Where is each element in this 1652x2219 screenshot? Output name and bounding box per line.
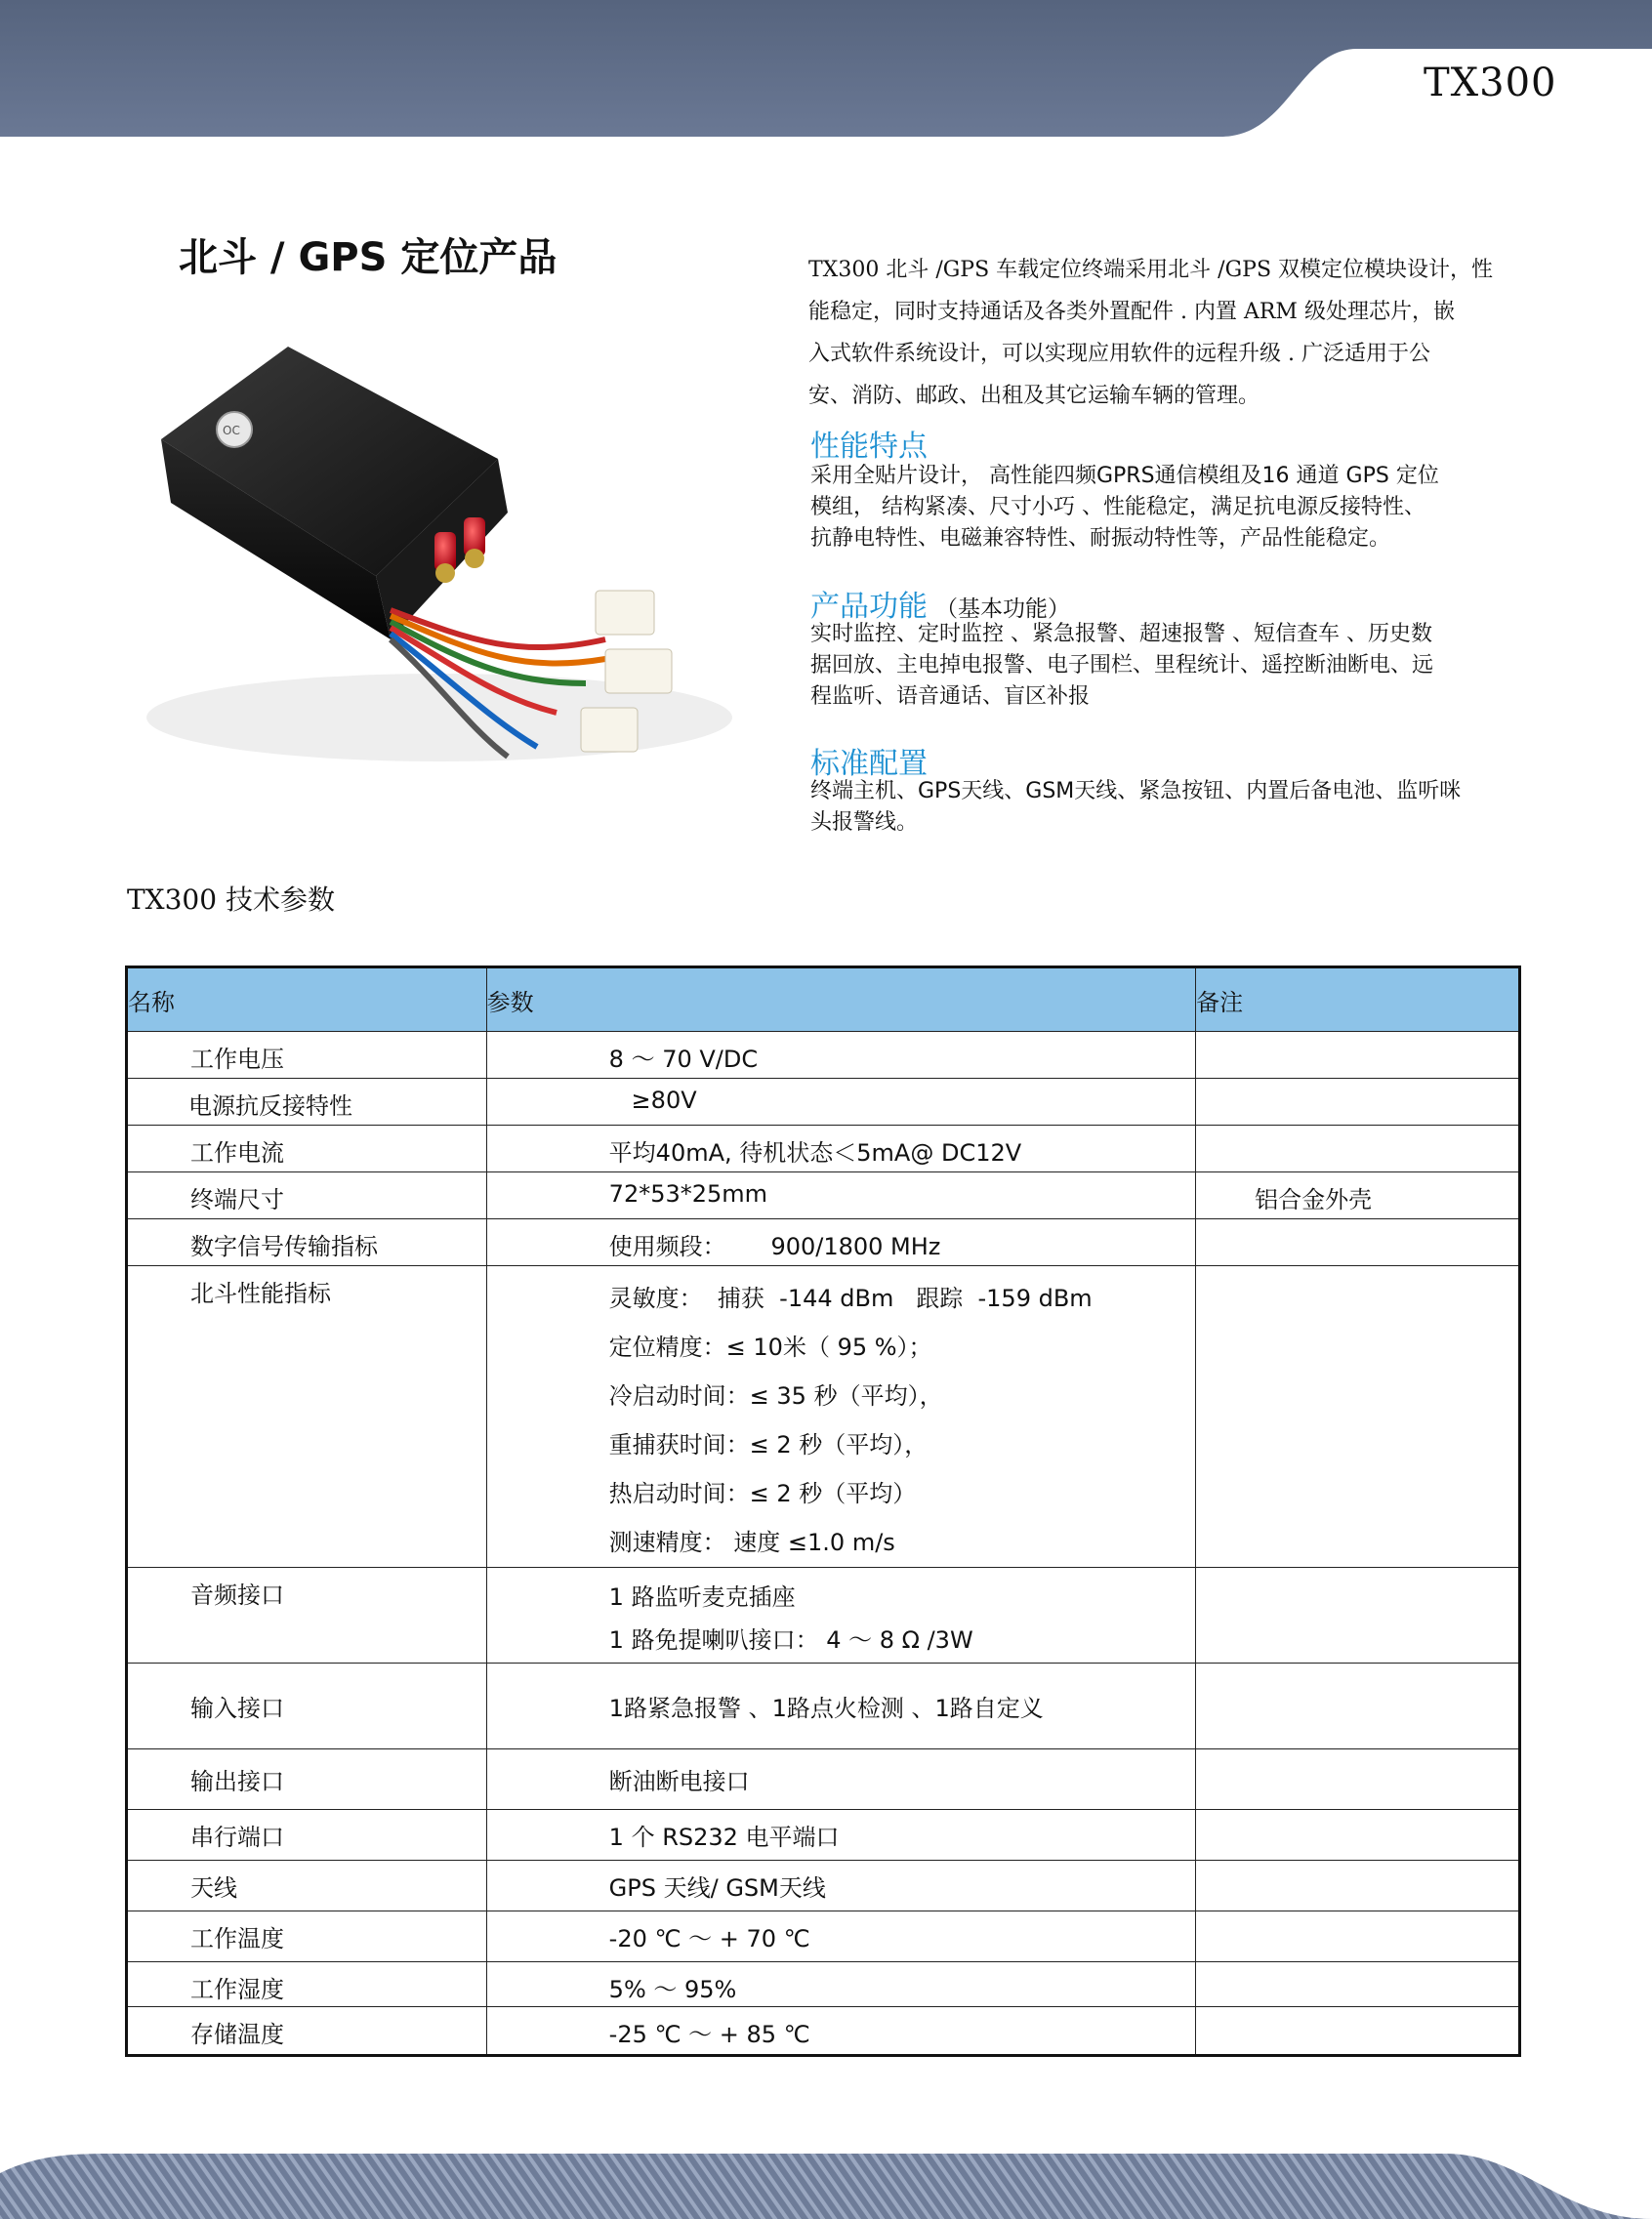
row-param: GPS 天线/ GSM天线 [486, 1861, 1195, 1911]
row-note [1196, 1810, 1520, 1861]
model-title: TX300 [1424, 61, 1557, 105]
row-note [1196, 1032, 1520, 1079]
row-param: -25 ℃ ～ + 85 ℃ [486, 2007, 1195, 2056]
row-name: 输出接口 [127, 1749, 487, 1810]
row-param: 5% ～ 95% [486, 1962, 1195, 2007]
row-note [1196, 1219, 1520, 1266]
row-name: 工作湿度 [127, 1962, 487, 2007]
table-row [127, 1861, 1520, 1911]
section-line: 终端主机、GPS天线、GSM天线、紧急按钮、内置后备电池、监听咪 [810, 779, 1462, 803]
row-name: 音频接口 [127, 1568, 487, 1664]
row-note [1196, 1749, 1520, 1810]
row-param-group [486, 1568, 1195, 1664]
section-line: 头报警线。 [810, 810, 919, 835]
table-row [127, 1032, 1520, 1079]
section-body-functions [810, 619, 1528, 713]
row-name: 电源抗反接特性 [127, 1079, 487, 1126]
table-row [127, 1810, 1520, 1861]
row-name: 串行端口 [127, 1810, 487, 1861]
column-header-name: 名称 [127, 967, 487, 1032]
row-note [1196, 2007, 1520, 2056]
table-row [127, 1962, 1520, 2007]
table-row [127, 1664, 1520, 1749]
row-name: 输入接口 [127, 1664, 487, 1749]
row-param: 1路紧急报警 、1路点火检测 、1路自定义 [486, 1664, 1195, 1749]
section-line: 程监听、语音通话、盲区补报 [810, 684, 1091, 709]
section-heading-text: 标准配置 [810, 747, 928, 781]
row-note [1196, 1861, 1520, 1911]
section-line: 模组， 结构紧凑、尺寸小巧 、性能稳定，满足抗电源反接特性、 [810, 495, 1425, 519]
column-header-note: 备注 [1196, 967, 1520, 1032]
row-note [1196, 1664, 1520, 1749]
row-name: 工作电流 [127, 1126, 487, 1172]
row-note [1196, 1962, 1520, 2007]
intro-line: 入式软件系统设计，可以实现应用软件的远程升级 . 广泛适用于公 [808, 342, 1430, 366]
row-name: 工作电压 [127, 1032, 487, 1079]
row-name: 天线 [127, 1861, 487, 1911]
table-row [127, 1219, 1520, 1266]
section-heading-performance [810, 422, 928, 465]
table-row [127, 1911, 1520, 1962]
table-row [127, 1126, 1520, 1172]
row-note [1196, 1126, 1520, 1172]
header-band [0, 0, 1652, 137]
table-header-row [127, 967, 1520, 1032]
param-line: 热启动时间：≤ 2 秒（平均） [608, 1480, 917, 1507]
table-row [127, 1568, 1520, 1664]
section-body-config [810, 776, 1528, 839]
row-note [1196, 1079, 1520, 1126]
param-line: 1 路免提喇叭接口： 4 ～ 8 Ω /3W [608, 1626, 973, 1654]
row-note [1196, 1911, 1520, 1962]
product-intro [808, 249, 1526, 417]
row-param-group [486, 1266, 1195, 1568]
row-name: 北斗性能指标 [127, 1266, 487, 1568]
spec-table-title: TX300 技术参数 [127, 883, 335, 916]
device-image [146, 347, 771, 781]
param-line: 灵敏度： 捕获 -144 dBm 跟踪 -159 dBm [608, 1285, 1093, 1312]
row-param: 1 个 RS232 电平端口 [486, 1810, 1195, 1861]
intro-line: TX300 北斗 /GPS 车载定位终端采用北斗 /GPS 双模定位模块设计，性 [808, 258, 1494, 282]
row-param: ≥80V [486, 1079, 1195, 1126]
row-note [1196, 1266, 1520, 1568]
intro-line: 安、消防、邮政、出租及其它运输车辆的管理。 [808, 384, 1260, 408]
product-title: 北斗 / GPS 定位产品 [179, 235, 558, 280]
param-line: 重捕获时间：≤ 2 秒（平均）， [608, 1431, 929, 1459]
footer-band [0, 2154, 1652, 2219]
param-line: 冷启动时间：≤ 35 秒（平均）， [608, 1382, 943, 1410]
row-param: 平均40mA, 待机状态＜5mA@ DC12V [486, 1126, 1195, 1172]
section-heading-text: 性能特点 [810, 430, 928, 464]
row-name: 终端尺寸 [127, 1172, 487, 1219]
row-note [1196, 1568, 1520, 1664]
spec-table [125, 966, 1521, 2057]
intro-line: 能稳定，同时支持通话及各类外置配件 . 内置 ARM 级处理芯片，嵌 [808, 300, 1455, 324]
row-param: -20 ℃ ～ + 70 ℃ [486, 1911, 1195, 1962]
table-row [127, 1172, 1520, 1219]
param-line: 定位精度：≤ 10米（ 95 %）； [608, 1334, 932, 1361]
section-heading-sub: （基本功能） [935, 596, 1070, 622]
row-param: 使用频段： 900/1800 MHz [486, 1219, 1195, 1266]
row-note: 铝合金外壳 [1196, 1172, 1520, 1219]
column-header-param: 参数 [486, 967, 1195, 1032]
section-line: 采用全贴片设计， 高性能四频GPRS通信模组及16 通道 GPS 定位 [810, 464, 1439, 488]
section-line: 据回放、主电掉电报警、电子围栏、里程统计、遥控断油断电、远 [810, 653, 1434, 678]
row-name: 存储温度 [127, 2007, 487, 2056]
row-param: 72*53*25mm [486, 1172, 1195, 1219]
device-sticker-label: OC [223, 424, 240, 437]
table-row [127, 1079, 1520, 1126]
table-row [127, 2007, 1520, 2056]
section-line: 实时监控、定时监控 、紧急报警、超速报警 、短信查车 、历史数 [810, 622, 1432, 646]
section-body-performance [810, 461, 1528, 555]
param-line: 测速精度： 速度 ≤1.0 m/s [608, 1529, 895, 1556]
table-row [127, 1749, 1520, 1810]
section-line: 抗静电特性、电磁兼容特性、耐振动特性等，产品性能稳定。 [810, 526, 1391, 551]
section-heading-text: 产品功能 [810, 590, 928, 624]
row-param: 8 ～ 70 V/DC [486, 1032, 1195, 1079]
row-param: 断油断电接口 [486, 1749, 1195, 1810]
row-name: 工作温度 [127, 1911, 487, 1962]
row-name: 数字信号传输指标 [127, 1219, 487, 1266]
param-line: 1 路监听麦克插座 [608, 1583, 796, 1611]
table-row [127, 1266, 1520, 1568]
